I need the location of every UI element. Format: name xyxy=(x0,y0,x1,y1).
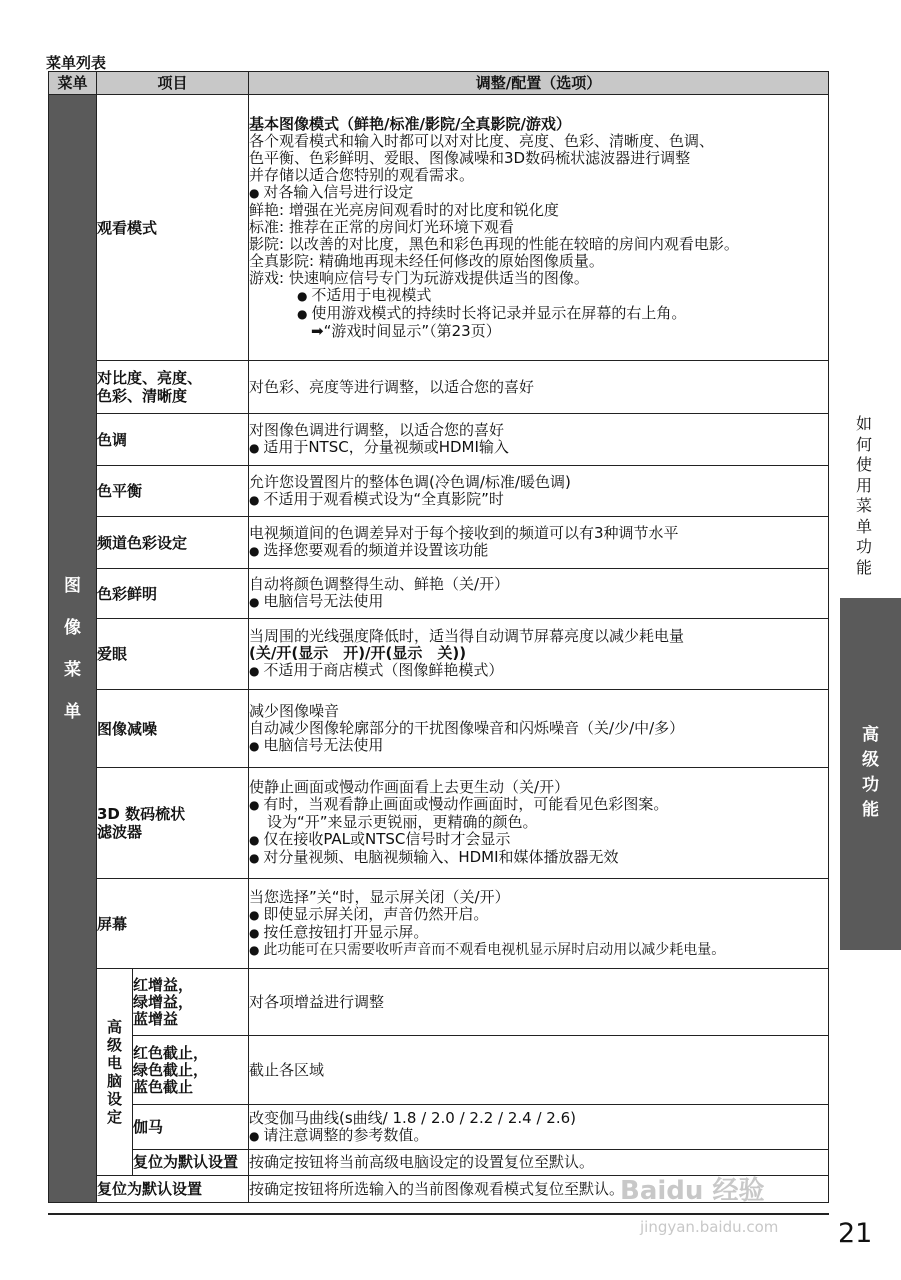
table-row xyxy=(49,1036,829,1105)
table-row xyxy=(49,517,829,569)
desc-gamma xyxy=(249,1105,829,1150)
table-row xyxy=(49,690,829,768)
item-reset-default: 复位为默认设置 xyxy=(97,1176,249,1203)
header-menu: 菜单 xyxy=(49,72,97,95)
item-contrast xyxy=(97,361,249,414)
side-tab-char: 级 xyxy=(862,750,879,770)
desc-line: 电视频道间的色调差异对于每个接收到的频道可以有3种调节水平 xyxy=(249,524,679,542)
item-eco: 爱眼 xyxy=(97,619,249,690)
item-pc-reset: 复位为默认设置 xyxy=(133,1150,249,1176)
item-line: 红色截止， xyxy=(133,1043,209,1062)
watermark-url: jingyan.baidu.com xyxy=(640,1218,779,1236)
category-picture-menu xyxy=(49,95,97,1203)
category-char: 图 xyxy=(64,575,81,596)
desc-3d-comb-filter xyxy=(249,768,829,879)
side-char: 单 xyxy=(855,516,872,536)
item-line: 滤波器 xyxy=(97,823,143,841)
side-tab-char: 高 xyxy=(862,725,879,745)
desc-bullet: ● 不适用于观看模式设为“全真影院”时 xyxy=(249,491,828,509)
desc-line: 全真影院: 精确地再现未经任何修改的原始图像质量。 xyxy=(249,251,604,270)
item-rgb-gain xyxy=(133,969,249,1036)
desc-screen xyxy=(249,879,829,969)
desc-line: 色平衡、色彩鲜明、爱眼、图像减噪和3D数码梳状滤波器进行调整 xyxy=(249,148,691,167)
group-char: 脑 xyxy=(106,1072,122,1090)
group-advanced-pc-settings xyxy=(97,969,133,1176)
item-line: 绿色截止， xyxy=(133,1060,209,1079)
desc-reference: ➡“游戏时间显示”（第23页） xyxy=(311,321,501,340)
category-char: 单 xyxy=(64,701,81,722)
desc-bullet: ● 使用游戏模式的持续时长将记录并显示在屏幕的右上角。 xyxy=(249,305,828,323)
desc-line: 允许您设置图片的整体色调(冷色调/标准/暖色调) xyxy=(249,472,571,491)
desc-line: 各个观看模式和输入时都可以对对比度、亮度、色彩、清晰度、色调、 xyxy=(249,131,715,150)
table-row xyxy=(49,466,829,517)
table-row xyxy=(49,414,829,466)
item-line: 对比度、亮度、 xyxy=(97,369,203,387)
item-line: 红增益， xyxy=(133,975,194,994)
item-screen: 屏幕 xyxy=(97,879,249,969)
category-char: 像 xyxy=(64,617,81,638)
item-line: 3D 数码梳状 xyxy=(97,805,186,823)
desc-eco xyxy=(249,619,829,690)
page-number: 21 xyxy=(838,1218,873,1249)
menu-table xyxy=(48,71,829,1203)
side-char: 能 xyxy=(855,557,872,577)
item-rgb-cutoff xyxy=(133,1036,249,1105)
group-char: 定 xyxy=(106,1108,122,1126)
item-line: 蓝色截止 xyxy=(133,1077,194,1096)
group-char: 设 xyxy=(106,1090,122,1108)
desc-noise-reduction xyxy=(249,690,829,768)
desc-line: 自动将颜色调整得生动、鲜艳（关/开） xyxy=(249,575,510,593)
item-channel-color: 频道色彩设定 xyxy=(97,517,249,569)
desc-line: 对图像色调进行调整，以适合您的喜好 xyxy=(249,421,505,439)
side-tab-char: 能 xyxy=(862,800,879,820)
item-color-balance: 色平衡 xyxy=(97,466,249,517)
desc-bullet: ● 不适用于电视模式 xyxy=(249,287,828,305)
group-char: 级 xyxy=(106,1036,122,1054)
group-char: 电 xyxy=(106,1054,122,1072)
desc-bullet: ● 电脑信号无法使用 xyxy=(249,737,828,755)
desc-bullet: ● 此功能可在只需要收听声音而不观看电视机显示屏时启动用以减少耗电量。 xyxy=(249,942,828,959)
item-line: 蓝增益 xyxy=(133,1009,179,1028)
desc-line: 使静止画面或慢动作画面看上去更生动（关/开） xyxy=(249,778,570,796)
desc-bullet: ● 电脑信号无法使用 xyxy=(249,593,828,611)
table-row xyxy=(49,569,829,619)
side-char: 如 xyxy=(855,414,872,433)
desc-line: 基本图像模式（鲜艳/标准/影院/全真影院/游戏） xyxy=(249,114,571,133)
desc-bullet: ● 选择您要观看的频道并设置该功能 xyxy=(249,542,828,560)
desc-line: 游戏: 快速响应信号专门为玩游戏提供适当的图像。 xyxy=(249,268,589,287)
category-char: 菜 xyxy=(64,659,81,680)
table-row xyxy=(49,768,829,879)
desc-bullet: ● 对分量视频、电脑视频输入、HDMI和媒体播放器无效 xyxy=(249,849,828,867)
watermark-brand: Baidu 经验 xyxy=(620,1176,765,1206)
item-line: 绿增益， xyxy=(133,992,194,1011)
item-vivid-color: 色彩鲜明 xyxy=(97,569,249,619)
desc-line: 标准: 推荐在正常的房间灯光环境下观看 xyxy=(249,217,514,236)
desc-bullet: ● 不适用于商店模式（图像鲜艳模式） xyxy=(249,662,828,680)
item-tint: 色调 xyxy=(97,414,249,466)
desc-channel-color xyxy=(249,517,829,569)
desc-line: 减少图像噪音 xyxy=(249,701,340,720)
desc-color-balance xyxy=(249,466,829,517)
desc-vivid-color xyxy=(249,569,829,619)
side-char: 用 xyxy=(855,475,872,495)
bottom-rule xyxy=(48,1213,829,1215)
item-gamma: 伽马 xyxy=(133,1105,249,1150)
desc-line: 影院: 以改善的对比度，黑色和彩色再现的性能在较暗的房间内观看电影。 xyxy=(249,234,739,253)
desc-bullet: ● 对各输入信号进行设定 xyxy=(249,184,828,202)
desc-line: 改变伽马曲线(s曲线/ 1.8 / 2.0 / 2.2 / 2.4 / 2.6) xyxy=(249,1108,576,1127)
desc-tint xyxy=(249,414,829,466)
desc-bullet: ● 有时，当观看静止画面或慢动作画面时，可能看见色彩图案。 xyxy=(249,796,828,814)
side-heading-how-to-use-menu xyxy=(846,414,882,578)
desc-bullet: ● 按任意按钮打开显示屏。 xyxy=(249,924,828,942)
desc-line: 当您选择”关“时，显示屏关闭（关/开） xyxy=(249,887,510,906)
side-char: 菜 xyxy=(855,496,872,515)
table-row xyxy=(49,969,829,1036)
table-row xyxy=(49,95,829,361)
item-3d-comb-filter xyxy=(97,768,249,879)
header-item: 项目 xyxy=(97,72,249,95)
table-row xyxy=(49,361,829,414)
desc-bullet: ● 适用于NTSC，分量视频或HDMI输入 xyxy=(249,439,828,457)
desc-bullet: ● 仅在接收PAL或NTSC信号时才会显示 xyxy=(249,831,828,849)
table-row xyxy=(49,879,829,969)
desc-line: 自动减少图像轮廓部分的干扰图像噪音和闪烁噪音（关/少/中/多） xyxy=(249,718,685,737)
desc-rgb-cutoff: 截止各区域 xyxy=(249,1036,829,1105)
desc-line: 鲜艳: 增强在光亮房间观看时的对比度和锐化度 xyxy=(249,200,559,219)
desc-reset-default: 按确定按钮将所选输入的当前图像观看模式复位至默认。 xyxy=(249,1176,829,1203)
side-char: 何 xyxy=(855,434,872,454)
side-tab-advanced-features xyxy=(840,598,901,950)
table-row xyxy=(49,619,829,690)
desc-line: (关/开(显示 开)/开(显示 关)) xyxy=(249,644,467,662)
desc-bullet: ● 请注意调整的参考数值。 xyxy=(249,1127,828,1145)
table-header xyxy=(49,72,829,95)
side-tab-char: 功 xyxy=(862,775,879,795)
page-title: 菜单列表 xyxy=(46,54,107,72)
side-char: 功 xyxy=(855,537,872,556)
group-char: 高 xyxy=(106,1018,122,1036)
desc-line: 当周围的光线强度降低时，适当得自动调节屏幕亮度以减少耗电量 xyxy=(249,627,685,645)
desc-pc-reset: 按确定按钮将当前高级电脑设定的设置复位至默认。 xyxy=(249,1150,829,1176)
desc-view-mode xyxy=(249,95,829,361)
desc-bullet: ● 即使显示屏关闭，声音仍然开启。 xyxy=(249,906,828,924)
side-char: 使 xyxy=(855,455,872,474)
item-view-mode: 观看模式 xyxy=(97,95,249,361)
item-noise-reduction: 图像减噪 xyxy=(97,690,249,768)
item-line: 色彩、清晰度 xyxy=(97,387,188,405)
table-row xyxy=(49,1105,829,1150)
desc-line: 设为“开”来显示更锐丽，更精确的颜色。 xyxy=(267,813,538,831)
header-adjust: 调整/配置（选项） xyxy=(249,72,829,95)
desc-line: 并存储以适合您特别的观看需求。 xyxy=(249,165,475,184)
desc-contrast: 对色彩、亮度等进行调整，以适合您的喜好 xyxy=(249,361,829,414)
desc-rgb-gain: 对各项增益进行调整 xyxy=(249,969,829,1036)
